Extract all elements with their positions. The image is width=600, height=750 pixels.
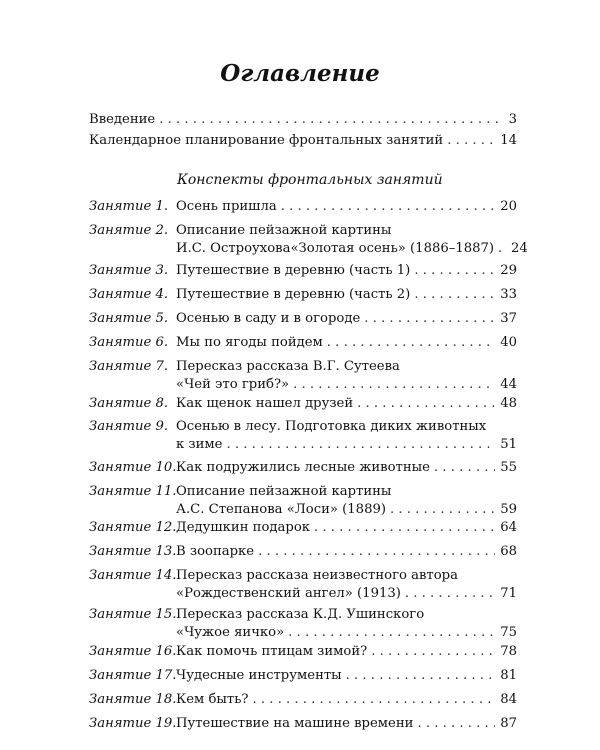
entry-text: Чудесные инструменты xyxy=(176,668,342,683)
lesson-line xyxy=(176,222,517,240)
lesson-label: Занятие 12. xyxy=(89,520,177,535)
leader-dots xyxy=(258,543,495,561)
lesson-line xyxy=(176,501,517,519)
lesson-label: Занятие 7. xyxy=(89,359,169,374)
entry-text: Путешествие в деревню (часть 1) xyxy=(176,263,411,278)
lesson-line xyxy=(176,643,517,661)
entry-text: «Чей это гриб?» xyxy=(176,377,290,392)
entry-text: Путешествие на машине времени xyxy=(176,716,414,731)
leader-dots xyxy=(252,691,495,709)
entry-text: Описание пейзажной картины xyxy=(176,484,392,499)
entry-text: Как щенок нашел друзей xyxy=(176,396,354,411)
page-number: 33 xyxy=(500,287,517,302)
page-number: 44 xyxy=(500,377,517,392)
lesson-label: Занятие 5. xyxy=(89,311,169,326)
lesson-line xyxy=(176,585,517,603)
page-number: 84 xyxy=(500,692,517,707)
page-number: 20 xyxy=(500,199,517,214)
lesson-body xyxy=(176,262,517,280)
leader-dots xyxy=(414,286,495,304)
toc-entry-intro[interactable] xyxy=(89,111,517,129)
entry-text: А.С. Степанова «Лоси» (1889) xyxy=(176,502,387,517)
lesson-line xyxy=(176,310,517,328)
lesson-label: Занятие 16. xyxy=(89,644,177,659)
lesson-label: Занятие 14. xyxy=(89,568,177,583)
entry-text: Дедушкин подарок xyxy=(176,520,311,535)
lesson-body xyxy=(176,334,517,352)
page-number: 24 xyxy=(511,241,528,256)
lesson-line xyxy=(176,459,517,477)
leader-dots xyxy=(293,376,495,394)
entry-text: Кем быть? xyxy=(176,692,249,707)
page-number: 48 xyxy=(500,396,517,411)
lesson-line xyxy=(176,240,528,258)
entry-text: Осенью в лесу. Подготовка диких животных xyxy=(176,419,487,434)
leader-dots xyxy=(314,519,495,537)
entry-text: Осенью в саду и в огороде xyxy=(176,311,361,326)
lesson-label: Занятие 8. xyxy=(89,396,169,411)
entry-text: В зоопарке xyxy=(176,544,255,559)
lesson-label: Занятие 2. xyxy=(89,223,169,238)
entry-text: «Чужое яичко» xyxy=(176,625,285,640)
leader-dots xyxy=(226,436,495,454)
lesson-line xyxy=(176,519,517,537)
entry-text: Как помочь птицам зимой? xyxy=(176,644,368,659)
lesson-line xyxy=(176,624,517,642)
entry-text: «Рождественский ангел» (1913) xyxy=(176,586,401,601)
lesson-line xyxy=(176,286,517,304)
lesson-body xyxy=(176,606,517,642)
lesson-line xyxy=(176,691,517,709)
leader-dots xyxy=(364,310,495,328)
lesson-label: Занятие 17. xyxy=(89,668,177,683)
entry-text: Описание пейзажной картины xyxy=(176,223,392,238)
leader-dots xyxy=(159,111,503,129)
leader-dots xyxy=(288,624,495,642)
entry-text: Пересказ рассказа неизвестного автора xyxy=(176,568,458,583)
lesson-line xyxy=(176,715,517,733)
entry-text: Пересказ рассказа К.Д. Ушинского xyxy=(176,607,425,622)
entry-text: Как подружились лесные животные xyxy=(176,460,430,475)
page-number: 29 xyxy=(500,263,517,278)
page-number: 68 xyxy=(500,544,517,559)
leader-dots xyxy=(434,459,495,477)
leader-dots xyxy=(357,395,495,413)
page-number: 87 xyxy=(500,716,517,731)
entry-text: Пересказ рассказа В.Г. Сутеева xyxy=(176,359,400,374)
lesson-line xyxy=(176,436,517,454)
lesson-line xyxy=(176,483,517,501)
leader-dots xyxy=(327,334,495,352)
page-number: 37 xyxy=(500,311,517,326)
page-title: Оглавление xyxy=(220,60,380,87)
lesson-line xyxy=(176,334,517,352)
leader-dots xyxy=(417,715,495,733)
lesson-body xyxy=(176,222,528,258)
lesson-label: Занятие 9. xyxy=(89,419,169,434)
page-number: 59 xyxy=(500,502,517,517)
page-number: 55 xyxy=(500,460,517,475)
lesson-label: Занятие 10. xyxy=(89,460,177,475)
lesson-body xyxy=(176,567,517,603)
leader-dots xyxy=(346,667,496,685)
lesson-label: Занятие 11. xyxy=(89,484,177,499)
lesson-body xyxy=(176,459,517,477)
lesson-label: Занятие 19. xyxy=(89,716,177,731)
page-number: 78 xyxy=(500,644,517,659)
lesson-label: Занятие 1. xyxy=(89,199,169,214)
leader-dots xyxy=(414,262,495,280)
lesson-label: Занятие 18. xyxy=(89,692,177,707)
lesson-body xyxy=(176,418,517,454)
lesson-line xyxy=(176,418,517,436)
leader-dots xyxy=(281,198,496,216)
leader-dots xyxy=(447,132,495,150)
entry-text: И.С. Остроухова«Золотая осень» (1886–1887) xyxy=(176,241,495,256)
lesson-line xyxy=(176,262,517,280)
leader-dots xyxy=(498,240,506,258)
entry-text: Осень пришла xyxy=(176,199,277,214)
lesson-label: Занятие 3. xyxy=(89,263,169,278)
entry-text: Путешествие в деревню (часть 2) xyxy=(176,287,411,302)
lesson-line xyxy=(176,543,517,561)
lesson-label: Занятие 15. xyxy=(89,607,177,622)
page-number: 51 xyxy=(500,437,517,452)
lesson-body xyxy=(176,667,517,685)
page-number: 75 xyxy=(500,625,517,640)
page-number: 3 xyxy=(508,112,517,127)
page-number: 81 xyxy=(500,668,517,683)
lesson-line xyxy=(176,358,517,376)
page-number: 14 xyxy=(500,133,517,148)
section-subheading: Конспекты фронтальных занятий xyxy=(177,172,443,188)
lesson-body xyxy=(176,310,517,328)
lesson-body xyxy=(176,519,517,537)
page-number: 64 xyxy=(500,520,517,535)
lesson-body xyxy=(176,715,517,733)
lesson-line xyxy=(176,395,517,413)
leader-dots xyxy=(390,501,495,519)
lesson-body xyxy=(176,483,517,519)
lesson-body xyxy=(176,543,517,561)
entry-text: Мы по ягоды пойдем xyxy=(176,335,323,350)
lesson-line xyxy=(176,606,517,624)
page-number: 40 xyxy=(500,335,517,350)
lesson-body xyxy=(176,286,517,304)
page-number: 71 xyxy=(500,586,517,601)
leader-dots xyxy=(405,585,495,603)
lesson-body xyxy=(176,643,517,661)
lesson-body xyxy=(176,395,517,413)
lesson-line xyxy=(176,667,517,685)
lesson-body xyxy=(176,358,517,394)
lesson-line xyxy=(176,376,517,394)
lesson-label: Занятие 4. xyxy=(89,287,169,302)
entry-text: Введение xyxy=(89,112,156,127)
lesson-body xyxy=(176,198,517,216)
lesson-line xyxy=(176,198,517,216)
lesson-body xyxy=(176,691,517,709)
lesson-label: Занятие 6. xyxy=(89,335,169,350)
lesson-line xyxy=(176,567,517,585)
toc-entry-planning[interactable] xyxy=(89,132,517,150)
leader-dots xyxy=(371,643,495,661)
entry-text: Календарное планирование фронтальных занятий xyxy=(89,133,444,148)
entry-text: к зиме xyxy=(176,437,223,452)
lesson-label: Занятие 13. xyxy=(89,544,177,559)
